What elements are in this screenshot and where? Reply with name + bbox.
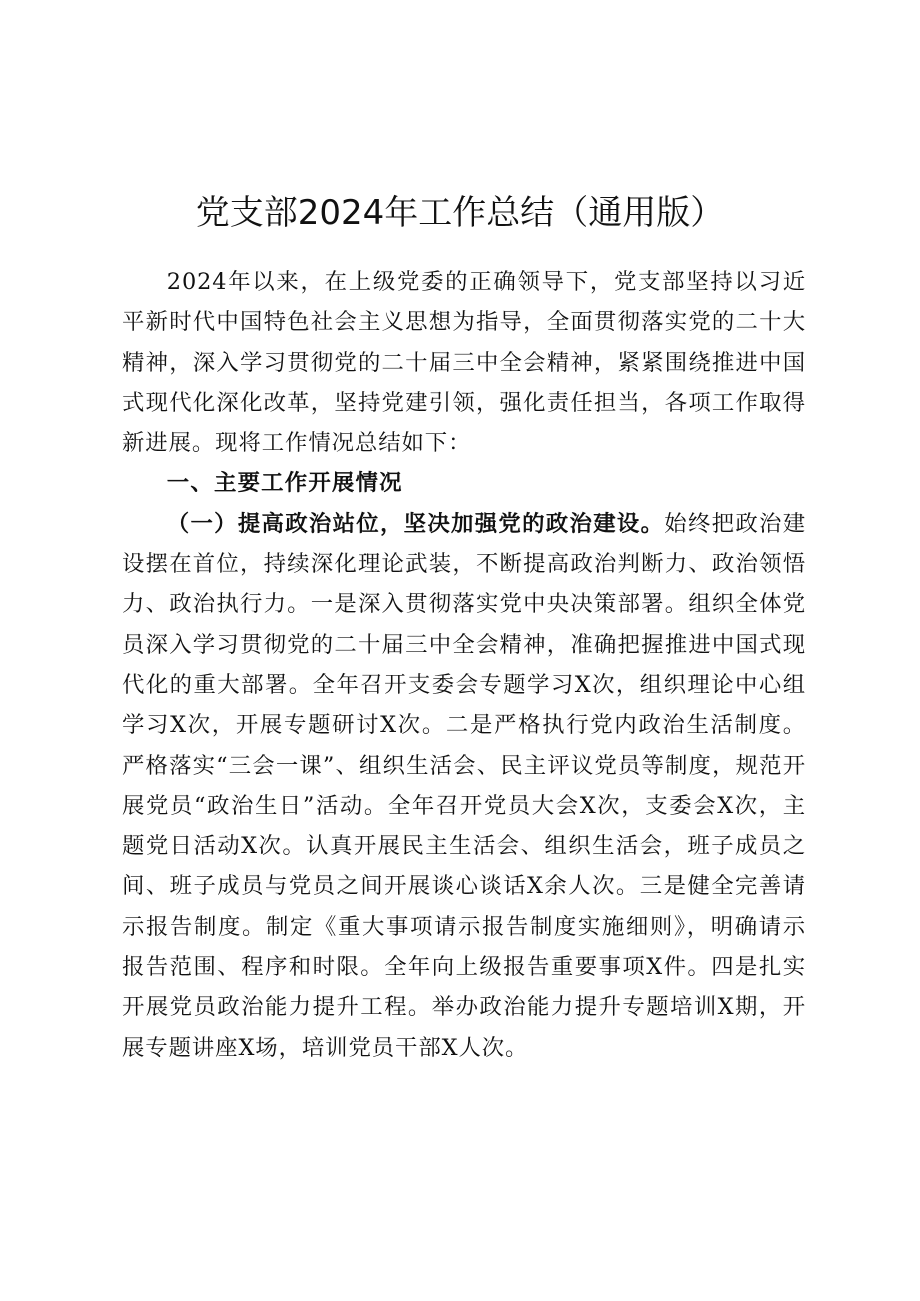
intro-paragraph: 2024年以来，在上级党委的正确领导下，党支部坚持以习近平新时代中国特色社会主义思想为指导，全面贯彻落实党的二十大精神，深入学习贯彻党的二十届三中全会精神，紧紧围绕推进中国式现代化深化改革，坚持党建引领，强化责任担当，各项工作取得新进展。现将工作情况总结如下： xyxy=(122,269,806,457)
subsection-text: 始终把政治建设摆在首位，持续深化理论武装，不断提高政治判断力、政治领悟力、政治执行力。一是深入贯彻落实党中央决策部署。组织全体党员深入学习贯彻党的二十届三中全会精神，准确把握推进中国式现代化的重大部署。全年召开支委会专题学习X次，组织理论中心组学习X次，开展专题研讨X次。二是严格执行党内政治生活制度。严格落实“三会一课”、组织生活会、民主评议党员等制度，规范开展党员“政治生日”活动。全年召开党员大会X次，支委会X次，主题党日活动X次。认真开展民主生活会、组织生活会，班子成员之间、班子成员与党员之间开展谈心谈话X余人次。三是健全完善请示报告制度。制定《重大事项请示报告制度实施细则》，明确请示报告范围、程序和时限。全年向上级报告重要事项X件。四是扎实开展党员政治能力提升工程。举办政治能力提升专题培训X期，开展专题讲座X场，培训党员干部X人次。 xyxy=(122,510,806,1061)
section-heading: 一、主要工作开展情况 xyxy=(166,470,403,497)
document-title: 党支部2024年工作总结（通用版） xyxy=(195,192,725,233)
subsection-lead: （一）提高政治站位，坚决加强党的政治建设。 xyxy=(166,510,665,537)
section-paragraph xyxy=(122,504,806,1068)
document-body xyxy=(122,262,806,1068)
